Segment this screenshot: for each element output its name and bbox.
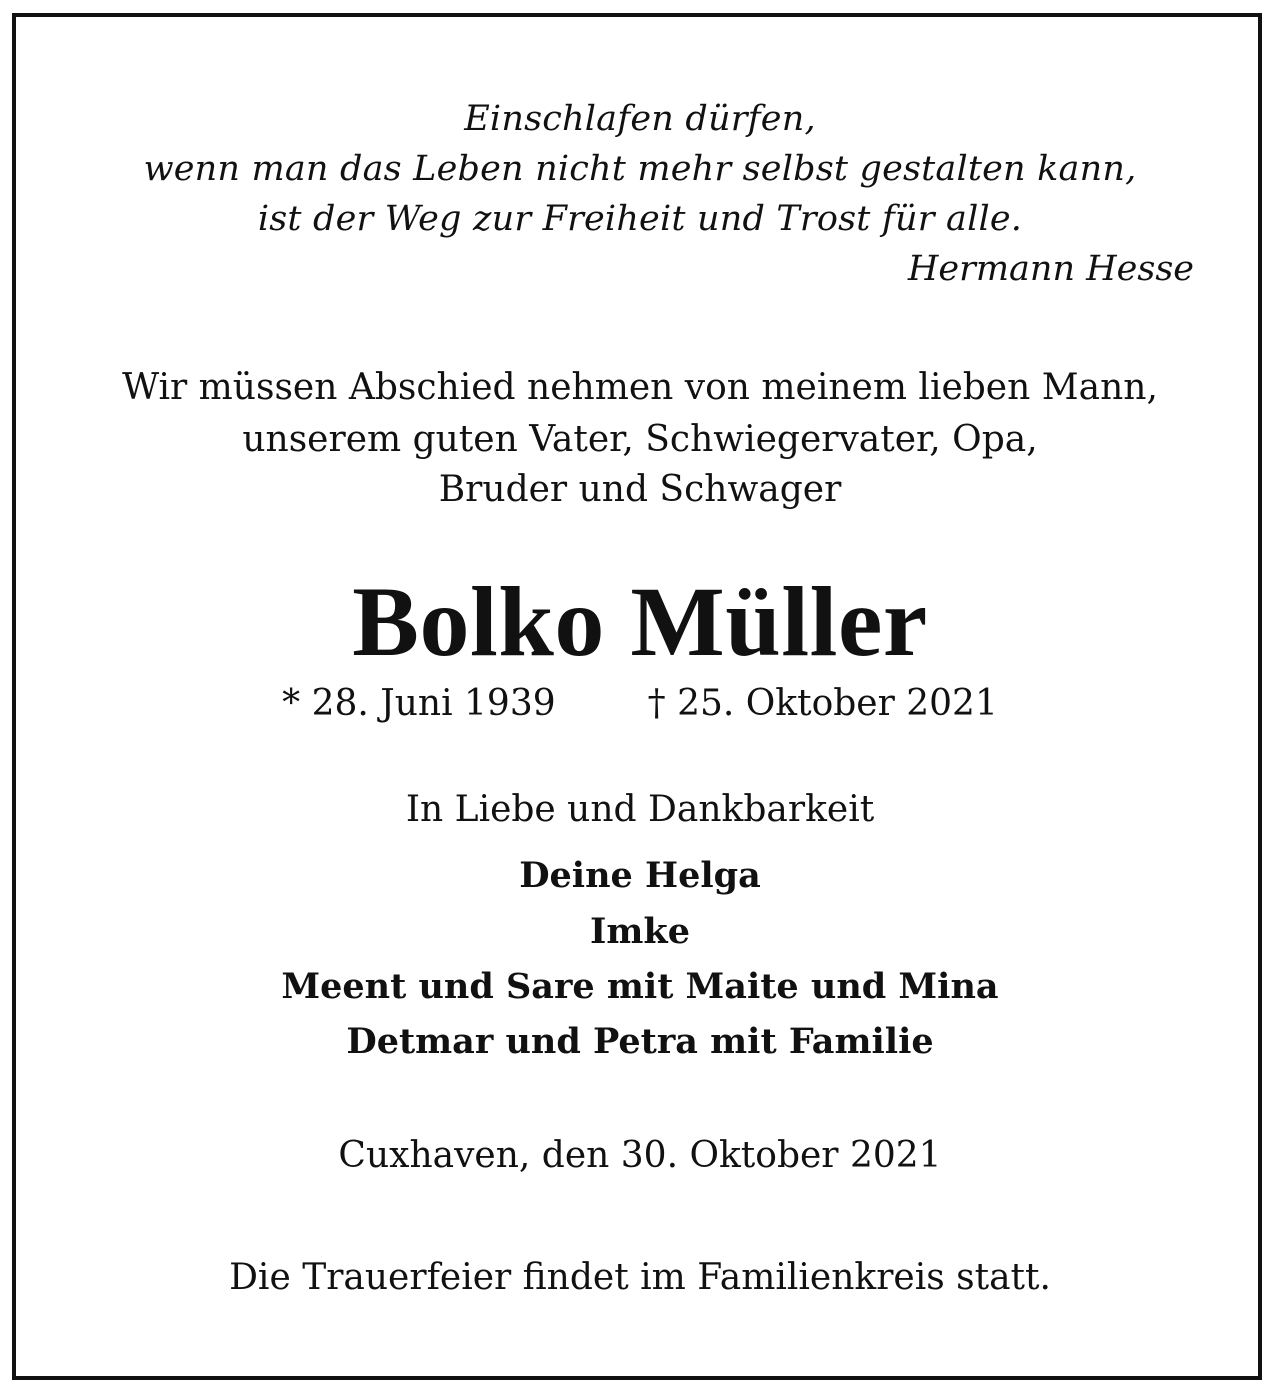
life-dates (0, 683, 1280, 724)
funeral-notice: Die Trauerfeier findet im Familienkreis statt. (229, 1257, 1051, 1298)
deceased-name: Bolko Müller (352, 566, 928, 677)
intro-line: Wir müssen Abschied nehmen von meinem lieben Mann, (122, 367, 1158, 408)
quote-author: Hermann Hesse (907, 249, 1194, 289)
mourner-name: Imke (590, 911, 690, 952)
mourner-name: Detmar und Petra mit Familie (346, 1021, 934, 1062)
intro-line: unserem guten Vater, Schwiegervater, Opa, (242, 419, 1038, 460)
mourner-name: Meent und Sare mit Maite und Mina (281, 966, 999, 1007)
place-and-date: Cuxhaven, den 30. Oktober 2021 (338, 1135, 942, 1176)
birth-date: * 28. Juni 1939 (282, 683, 556, 724)
quote-line: Einschlafen dürfen, (464, 99, 816, 139)
mourner-name: Deine Helga (519, 855, 761, 896)
quote-line: wenn man das Leben nicht mehr selbst gestalten kann, (143, 149, 1137, 189)
quote-line: ist der Weg zur Freiheit und Trost für alle. (257, 199, 1023, 239)
intro-line: Bruder und Schwager (438, 469, 842, 510)
death-date: † 25. Oktober 2021 (647, 683, 998, 724)
closing-phrase: In Liebe und Dankbarkeit (405, 789, 875, 830)
